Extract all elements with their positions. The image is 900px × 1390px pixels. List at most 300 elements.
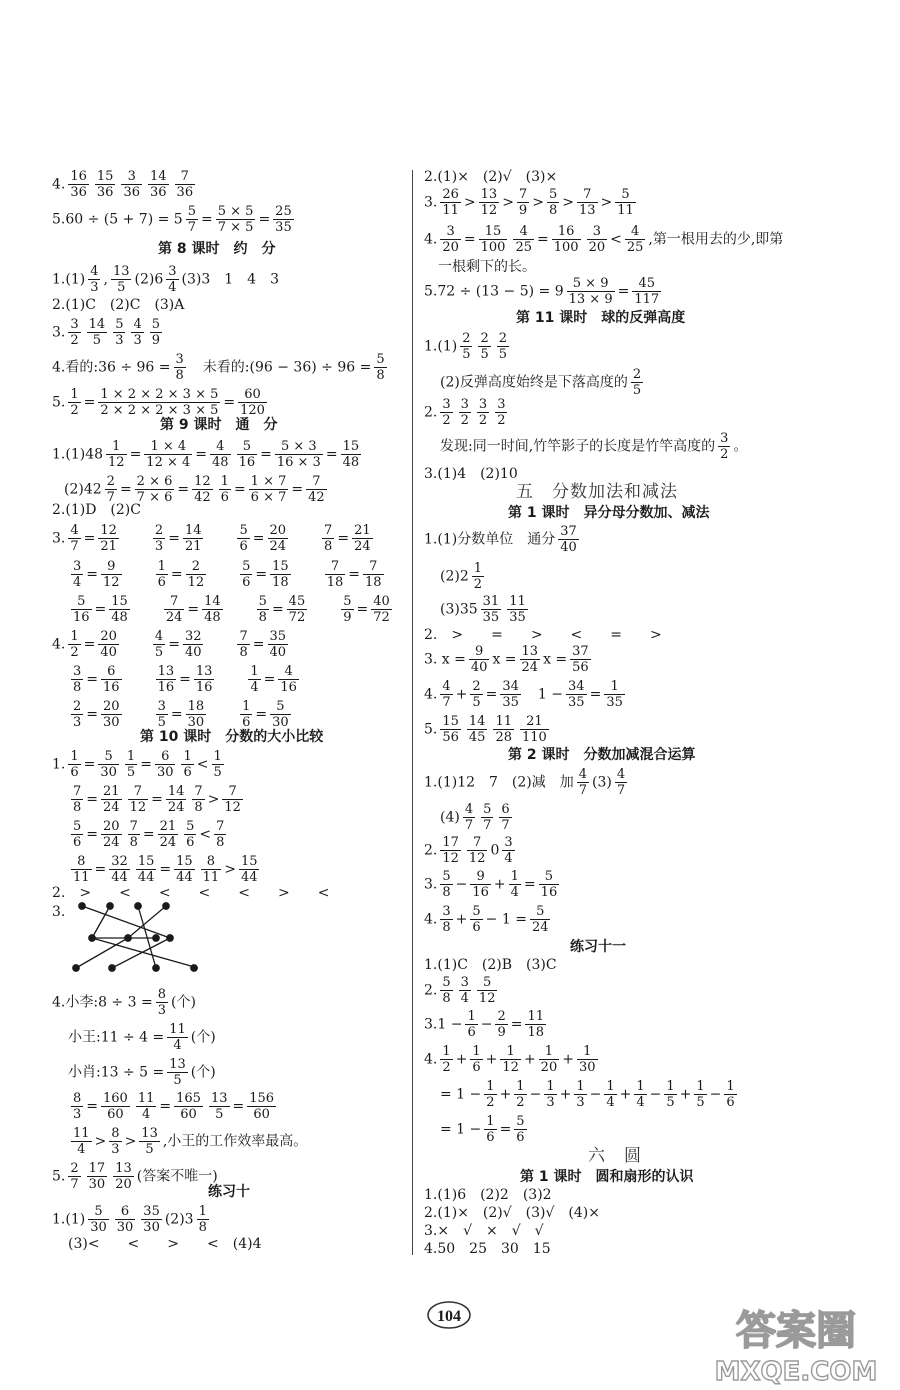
numerator: 5 [343, 594, 352, 609]
fraction [128, 785, 149, 814]
fraction [484, 1115, 496, 1144]
fraction [237, 630, 249, 659]
denominator: 16 [280, 680, 297, 695]
numerator: 1 [70, 387, 79, 402]
fraction [268, 524, 289, 553]
numerator: 13 [169, 1057, 186, 1072]
denominator: 12 [480, 203, 498, 218]
fraction [150, 318, 162, 347]
answer-line [424, 628, 662, 642]
fraction [470, 680, 482, 709]
fraction [128, 820, 140, 849]
answer-text: 3. [52, 530, 66, 547]
denominator: 5 [117, 280, 126, 295]
answer-line [440, 368, 646, 397]
answer-text: x = [492, 651, 517, 668]
fraction [183, 524, 204, 553]
denominator: 16 [540, 885, 558, 900]
answer-text: x = [543, 651, 568, 668]
answer-line [52, 170, 198, 199]
answer-text: 2. [424, 982, 438, 999]
fraction [131, 318, 143, 347]
answer-text: > [124, 1133, 137, 1150]
denominator: 20 [442, 240, 459, 255]
denominator: 11 [442, 203, 459, 218]
denominator: 6 × 7 [250, 490, 287, 505]
answer-text: 4.50 25 30 15 [424, 1241, 551, 1257]
numerator: 1 [486, 1114, 495, 1129]
numerator: 2 [472, 679, 481, 694]
fraction [440, 836, 461, 865]
answer-text: = [86, 791, 99, 808]
fraction [155, 750, 176, 779]
numerator: 4 [154, 629, 164, 644]
numerator: 7 [324, 523, 333, 538]
denominator: 7 [70, 539, 79, 554]
fraction [577, 188, 598, 217]
numerator: 1 [213, 749, 222, 764]
numerator: 13 [157, 664, 175, 679]
numerator: 15 [442, 714, 459, 729]
answer-text: 5.72 ÷ (13 − 5) = 9 [424, 283, 564, 300]
denominator: 30 [187, 715, 205, 730]
fraction [125, 750, 137, 779]
fraction [201, 855, 222, 884]
answer-text: = [119, 481, 132, 498]
answer-line [52, 298, 184, 312]
answer-text: = 1 − [440, 1121, 482, 1138]
answer-line [424, 1242, 551, 1256]
numerator: 1 [198, 1204, 207, 1219]
numerator: 5 [483, 802, 492, 817]
numerator: 5 [237, 440, 258, 455]
denominator: 48 [342, 455, 360, 470]
answer-text: = [83, 394, 96, 411]
denominator: 40 [470, 660, 488, 675]
denominator: 44 [176, 870, 193, 885]
denominator: 18 [326, 575, 344, 590]
denominator: 72 [288, 610, 306, 625]
answer-text: > [600, 194, 613, 211]
fraction [604, 1080, 616, 1109]
denominator: 2 [478, 413, 488, 428]
numerator: 1 [500, 1045, 521, 1060]
answer-text: , [103, 271, 108, 288]
answer-text: = [263, 671, 276, 688]
denominator: 30 [88, 1177, 106, 1192]
denominator: 100 [480, 240, 506, 255]
answer-text: = [83, 756, 96, 773]
denominator: 8 [376, 368, 385, 383]
numerator: 1 [606, 1079, 615, 1094]
answer-text: − [529, 1086, 542, 1103]
denominator: 30 [100, 765, 117, 780]
numerator: 5 [548, 187, 558, 202]
answer-line [52, 1162, 218, 1191]
numerator: 3 [497, 397, 506, 412]
numerator: 7 [518, 187, 528, 202]
answer-text: 4.看的:36 ÷ 96 = [52, 359, 171, 376]
fraction [440, 225, 461, 254]
answer-text: = [537, 231, 549, 248]
answer-text: 发现:同一时间,竹竿影子的长度是竹竿高度的 [440, 438, 716, 455]
answer-line [68, 665, 302, 694]
denominator: 2 [442, 1060, 451, 1075]
denominator: 5 [154, 645, 164, 660]
denominator: 7 [578, 783, 588, 798]
numerator: 8 [201, 855, 222, 870]
denominator: 6 [242, 715, 251, 730]
denominator: 35 [509, 610, 526, 625]
answer-text: 2.(1)× (2)√ (3)√ (4)× [424, 1205, 600, 1221]
numerator: 3 [460, 975, 469, 990]
answer-text: > [532, 194, 544, 211]
answer-text: = [129, 446, 142, 463]
denominator: 8 [442, 920, 451, 935]
denominator: 35 [502, 695, 519, 710]
answer-text: > [207, 791, 220, 808]
denominator: 6 [472, 920, 481, 935]
answer-text [125, 672, 153, 688]
fraction [71, 665, 83, 694]
numerator: 4 [578, 767, 588, 782]
answer-text [209, 707, 237, 723]
answer-text: = [94, 861, 107, 878]
answer-text: 2.(1)C (2)C (3)A [52, 297, 185, 313]
answer-text: = [260, 446, 272, 463]
denominator: 120 [240, 403, 265, 418]
denominator: 40 [269, 645, 287, 660]
numerator: 7 [325, 560, 346, 575]
fraction [181, 750, 193, 779]
denominator: 16 × 3 [276, 455, 321, 470]
fraction [71, 785, 83, 814]
denominator: 35 [606, 695, 623, 710]
numerator: 60 [238, 388, 267, 403]
fraction [136, 1092, 157, 1121]
numerator: 32 [111, 854, 128, 869]
denominator: 36 [96, 185, 114, 200]
denominator: 4 [168, 280, 177, 295]
numerator: 45 [632, 277, 661, 292]
numerator: 15 [96, 169, 114, 184]
answer-text: 小肖:13 ÷ 5 = [68, 1064, 165, 1081]
denominator: 7 [70, 1177, 79, 1192]
numerator: 15 [176, 854, 193, 869]
answer-text: + [493, 876, 506, 893]
denominator: 16 [238, 455, 256, 470]
answer-text: ,第一根用去的少,即第 [648, 231, 784, 248]
numerator: 7 [194, 784, 203, 799]
answer-line [52, 205, 297, 234]
denominator: 100 [553, 240, 579, 255]
fraction [174, 1092, 203, 1121]
answer-text: = [617, 283, 630, 300]
answer-line [52, 353, 390, 382]
numerator: 2 [497, 1009, 506, 1024]
answer-text: < [196, 756, 209, 773]
answer-text: = [187, 601, 200, 618]
denominator: 42 [308, 490, 325, 505]
numerator: 1 [696, 1079, 705, 1094]
answer-line [68, 1092, 279, 1121]
fraction [371, 595, 392, 624]
answer-text: + [455, 1051, 468, 1068]
numerator: 34 [502, 679, 519, 694]
denominator: 2 [70, 645, 79, 660]
fraction [101, 820, 122, 849]
fraction [111, 265, 132, 294]
fraction [156, 700, 168, 729]
fraction [724, 1080, 736, 1109]
denominator: 24 [103, 835, 120, 850]
answer-text [133, 602, 161, 618]
fraction [71, 855, 92, 884]
denominator: 24 [165, 610, 183, 625]
answer-text: < [199, 826, 212, 843]
answer-text: + [619, 1086, 632, 1103]
answer-text: > [224, 861, 236, 878]
denominator: 12 [103, 575, 120, 590]
denominator: 12 [187, 575, 205, 590]
fraction [465, 1010, 477, 1039]
fraction [493, 715, 514, 744]
fraction [520, 715, 549, 744]
numerator: 20 [103, 819, 120, 834]
answer-line [424, 958, 557, 972]
answer-text: (2)42 [64, 481, 102, 498]
answer-line [424, 1045, 601, 1074]
denominator: 28 [495, 730, 512, 745]
numerator: 2 [462, 331, 471, 346]
numerator: 5 [258, 594, 267, 609]
denominator: 6 [70, 765, 79, 780]
numerator: 5 [442, 975, 451, 990]
numerator: 4 [70, 523, 79, 538]
fraction [306, 475, 327, 504]
denominator: 36 [150, 185, 167, 200]
answer-text: = [258, 211, 271, 228]
answer-text: = [252, 530, 265, 547]
answer-line [52, 750, 227, 779]
numerator: 160 [103, 1091, 128, 1106]
page-number: 104 [437, 1308, 461, 1325]
denominator: 8 [73, 800, 82, 815]
answer-text: = [179, 671, 191, 688]
answer-text: = [94, 601, 107, 618]
answer-text [122, 531, 150, 547]
fraction [634, 1080, 646, 1109]
numerator: 1 [636, 1079, 645, 1094]
numerator: 3 [460, 397, 469, 412]
numerator: 5 [615, 188, 636, 203]
answer-line [52, 265, 279, 294]
answer-line [440, 1080, 740, 1109]
answer-line [68, 1023, 216, 1052]
numerator: 7 [164, 595, 185, 610]
answer-line [424, 1188, 552, 1202]
denominator: 2 [497, 413, 506, 428]
fraction [631, 368, 643, 397]
fraction [467, 836, 488, 865]
denominator: 21 [184, 539, 202, 554]
numerator: 11 [73, 1126, 90, 1141]
numerator: 1 [516, 1079, 525, 1094]
answer-text: 4. [424, 686, 438, 703]
answer-line [68, 1237, 262, 1251]
fraction [167, 1023, 188, 1052]
numerator: 9 [469, 645, 490, 660]
fraction [88, 265, 100, 294]
denominator: 3 [576, 1095, 585, 1110]
answer-text: 5. [52, 394, 66, 411]
denominator: 11 [617, 203, 634, 218]
fraction [440, 905, 452, 934]
numerator: 13 [112, 264, 130, 279]
numerator: 20 [103, 699, 120, 714]
numerator: 1 [546, 1079, 555, 1094]
lesson-title: 第 2 课时 分数加减混合运算 [508, 747, 696, 763]
numerator: 4 [442, 679, 451, 694]
fraction [270, 700, 291, 729]
numerator: 3 [168, 264, 177, 279]
answer-line [68, 560, 387, 589]
numerator: 5 [442, 869, 451, 884]
fraction [495, 398, 507, 427]
answer-text: = [83, 636, 96, 653]
denominator: 8 [258, 610, 267, 625]
answer-text: + [485, 1051, 498, 1068]
answer-text: 小王:11 ÷ 4 = [68, 1029, 165, 1046]
fraction [113, 1162, 134, 1191]
fraction [192, 785, 204, 814]
fraction [625, 225, 646, 254]
fraction [186, 700, 207, 729]
denominator: 2 [70, 403, 79, 418]
answer-line [424, 170, 557, 184]
answer-text: 1.(1)6 (2)2 (3)2 [424, 1187, 552, 1203]
answer-text: ,小王的工作效率最高。 [162, 1133, 308, 1150]
denominator: 7 × 5 [217, 220, 254, 235]
page-number-badge [426, 1300, 472, 1330]
answer-text: = [463, 231, 476, 248]
answer-text: = [233, 481, 246, 498]
answer-text: + [562, 1051, 574, 1068]
answer-text: = [142, 826, 155, 843]
numerator: 2 [186, 560, 207, 575]
answer-text: = [485, 686, 498, 703]
answer-text: 3.(1)4 (2)10 [424, 466, 518, 482]
answer-text: = [140, 756, 152, 773]
denominator: 5 [92, 333, 102, 348]
denominator: 20 [588, 240, 606, 255]
answer-text: = [232, 1098, 245, 1115]
denominator: 24 [521, 660, 539, 675]
fraction [615, 188, 636, 217]
fraction [184, 820, 196, 849]
answer-text: = [86, 826, 99, 843]
answer-text: = [170, 706, 183, 723]
numerator: 9 [470, 870, 491, 885]
numerator: 15 [137, 854, 155, 869]
fraction [144, 440, 192, 469]
denominator: 12 [442, 851, 459, 866]
fraction [141, 1205, 162, 1234]
answer-line [68, 1127, 307, 1156]
numerator: 11 [509, 594, 526, 609]
denominator: 6 [472, 1060, 481, 1075]
denominator: 16 [472, 885, 489, 900]
fraction [587, 225, 608, 254]
fraction [115, 1205, 136, 1234]
answer-text: 3.× √ × √ √ [424, 1223, 544, 1239]
denominator: 4 [250, 680, 259, 695]
column-divider [412, 170, 413, 1255]
answer-text [310, 602, 338, 618]
numerator: 1 [242, 699, 251, 714]
numerator: 3 [73, 559, 82, 574]
numerator: 14 [184, 523, 202, 538]
numerator: 11 [169, 1022, 186, 1037]
numerator: 25 [275, 204, 292, 219]
numerator: 31 [482, 594, 500, 609]
answer-text: − [480, 1016, 493, 1033]
fraction [216, 205, 256, 234]
fraction [105, 475, 117, 504]
lesson-title: 第 8 课时 约 分 [158, 241, 276, 257]
denominator: 4 [73, 575, 82, 590]
answer-text: 3.1 − [424, 1016, 463, 1033]
fraction [479, 188, 500, 217]
answer-text: (个) [190, 1029, 216, 1046]
answer-text: 1.(1) [52, 1211, 86, 1228]
denominator: 60 [180, 1107, 197, 1122]
answer-line [52, 440, 364, 469]
answer-line [440, 1115, 530, 1144]
numerator: 14 [88, 317, 106, 332]
fraction [604, 680, 625, 709]
denominator: 3 [154, 539, 164, 554]
answer-text: > [502, 194, 514, 211]
denominator: 3 [111, 1142, 120, 1157]
numerator: 1 [442, 1044, 451, 1059]
numerator: 5 [187, 204, 196, 219]
answer-text: + [499, 1086, 512, 1103]
fraction [95, 170, 116, 199]
answer-text: = [86, 566, 99, 583]
numerator: 34 [568, 679, 585, 694]
answer-line [424, 680, 628, 709]
fraction [440, 1045, 452, 1074]
fraction [192, 475, 213, 504]
fraction [109, 855, 130, 884]
denominator: 12 × 4 [146, 455, 191, 470]
denominator: 72 [373, 610, 390, 625]
denominator: 40 [560, 540, 577, 555]
answer-text: = [291, 481, 304, 498]
answer-line [424, 525, 582, 554]
denominator: 16 [103, 680, 120, 695]
denominator: 2 × 2 × 2 × 3 × 5 [100, 403, 219, 418]
numerator: 1 [576, 1079, 585, 1094]
fraction [209, 1092, 230, 1121]
answer-text: − 1 = [485, 911, 527, 928]
answer-line [68, 785, 246, 814]
answer-line [424, 836, 518, 865]
answer-line [68, 595, 395, 624]
numerator: 2 [632, 367, 642, 382]
denominator: 36 [123, 185, 140, 200]
